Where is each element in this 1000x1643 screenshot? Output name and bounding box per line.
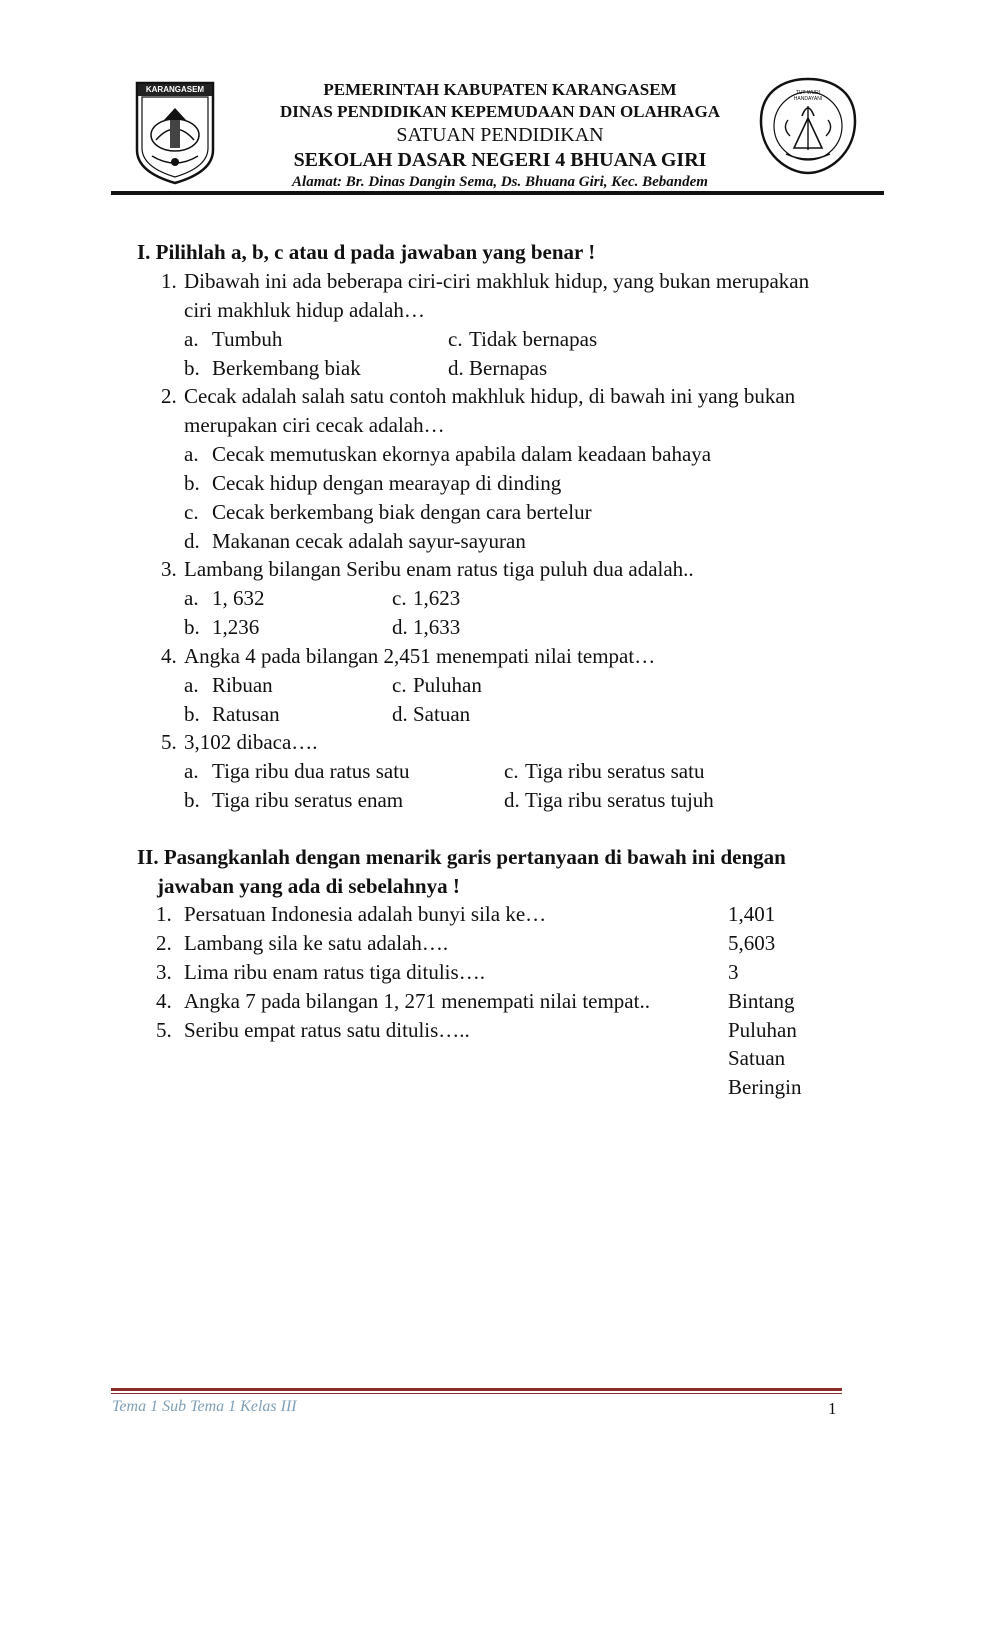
- question-number: 3.: [161, 557, 177, 581]
- option-text: 1, 632: [212, 586, 265, 610]
- header-line-2: DINAS PENDIDIKAN KEPEMUDAAN DAN OLAHRAGA: [279, 102, 721, 121]
- option-text: Tiga ribu seratus enam: [212, 788, 404, 812]
- option-text: Puluhan: [413, 673, 482, 697]
- option-text: Makanan cecak adalah sayur-sayuran: [212, 529, 526, 553]
- section-2-title-cont: jawaban yang ada di sebelahnya !: [157, 874, 460, 898]
- footer-divider-bottom: [111, 1393, 842, 1394]
- page-number: 1: [828, 1399, 837, 1418]
- option-label: d.: [448, 356, 464, 380]
- question-number: 4.: [156, 989, 172, 1013]
- question-number: 1.: [156, 902, 172, 926]
- section-2-title: II. Pasangkanlah dengan menarik garis pertanyaan di bawah ini dengan: [137, 845, 786, 869]
- option-text: Tiga ribu seratus tujuh: [525, 788, 714, 812]
- tut-wuri-handayani-logo: [758, 76, 858, 176]
- option-label: a.: [184, 327, 199, 351]
- option-text: Cecak hidup dengan mearayap di dinding: [212, 471, 562, 495]
- option-text: Ribuan: [212, 673, 273, 697]
- answer-item: 1,401: [728, 902, 776, 926]
- question-text: Angka 4 pada bilangan 2,451 menempati nilai tempat…: [184, 644, 656, 668]
- answer-item: Puluhan: [728, 1018, 797, 1042]
- option-label: a.: [184, 759, 199, 783]
- karangasem-logo-text: KARANGASEM: [145, 85, 205, 94]
- option-label: b.: [184, 356, 200, 380]
- question-text: Lambang bilangan Seribu enam ratus tiga puluh dua adalah..: [184, 557, 694, 581]
- question-number: 2.: [156, 931, 172, 955]
- option-label: c.: [392, 586, 407, 610]
- question-number: 1.: [161, 269, 177, 293]
- question-text: 3,102 dibaca….: [184, 730, 318, 754]
- option-label: b.: [184, 615, 200, 639]
- option-text: 1,623: [413, 586, 461, 610]
- question-number: 5.: [156, 1018, 172, 1042]
- question-number: 5.: [161, 730, 177, 754]
- question-text: Angka 7 pada bilangan 1, 271 menempati nilai tempat..: [184, 989, 650, 1013]
- option-text: Ratusan: [212, 702, 280, 726]
- question-text: Seribu empat ratus satu ditulis…..: [184, 1018, 470, 1042]
- option-text: Berkembang biak: [212, 356, 361, 380]
- option-label: c.: [184, 500, 199, 524]
- option-text: Tumbuh: [212, 327, 283, 351]
- section-1-title: I. Pilihlah a, b, c atau d pada jawaban yang benar !: [137, 240, 596, 264]
- option-text: Cecak berkembang biak dengan cara bertelur: [212, 500, 592, 524]
- tut-wuri-handayani-logo-text: TUT WURI HANDAYANI: [793, 90, 823, 102]
- answer-item: 3: [728, 960, 739, 984]
- option-label: b.: [184, 471, 200, 495]
- option-text: Satuan: [413, 702, 471, 726]
- school-address: Alamat: Br. Dinas Dangin Sema, Ds. Bhuana Giri, Kec. Bebandem: [292, 174, 708, 190]
- question-text: ciri makhluk hidup adalah…: [184, 298, 425, 322]
- option-label: d.: [504, 788, 520, 812]
- question-number: 3.: [156, 960, 172, 984]
- footer-divider-top: [111, 1388, 842, 1391]
- option-text: Cecak memutuskan ekornya apabila dalam keadaan bahaya: [212, 442, 712, 466]
- option-text: Bernapas: [469, 356, 548, 380]
- option-label: b.: [184, 702, 200, 726]
- option-label: d.: [184, 529, 200, 553]
- option-label: c.: [392, 673, 407, 697]
- question-text: Persatuan Indonesia adalah bunyi sila ke…: [184, 902, 547, 926]
- question-text: Lima ribu enam ratus tiga ditulis….: [184, 960, 485, 984]
- question-text: Dibawah ini ada beberapa ciri-ciri makhluk hidup, yang bukan merupakan: [184, 269, 810, 293]
- option-label: c.: [504, 759, 519, 783]
- header-line-1: PEMERINTAH KABUPATEN KARANGASEM: [323, 80, 677, 99]
- option-text: Tidak bernapas: [469, 327, 598, 351]
- header-line-3: SATUAN PENDIDIKAN: [396, 124, 604, 146]
- question-number: 4.: [161, 644, 177, 668]
- question-text: Lambang sila ke satu adalah….: [184, 931, 449, 955]
- option-label: a.: [184, 673, 199, 697]
- option-label: d.: [392, 702, 408, 726]
- option-label: a.: [184, 442, 199, 466]
- question-text: merupakan ciri cecak adalah…: [184, 413, 445, 437]
- question-text: Cecak adalah salah satu contoh makhluk hidup, di bawah ini yang bukan: [184, 384, 796, 408]
- option-label: a.: [184, 586, 199, 610]
- option-label: c.: [448, 327, 463, 351]
- option-text: Tiga ribu dua ratus satu: [212, 759, 410, 783]
- option-text: Tiga ribu seratus satu: [525, 759, 705, 783]
- option-text: 1,236: [212, 615, 260, 639]
- answer-item: Beringin: [728, 1075, 802, 1099]
- answer-item: Bintang: [728, 989, 795, 1013]
- question-number: 2.: [161, 384, 177, 408]
- school-name: SEKOLAH DASAR NEGERI 4 BHUANA GIRI: [293, 149, 707, 171]
- answer-item: 5,603: [728, 931, 776, 955]
- footer-theme-label: Tema 1 Sub Tema 1 Kelas III: [112, 1398, 297, 1415]
- answer-item: Satuan: [728, 1046, 786, 1070]
- option-text: 1,633: [413, 615, 461, 639]
- letterhead-divider: [111, 191, 884, 195]
- option-label: d.: [392, 615, 408, 639]
- option-label: b.: [184, 788, 200, 812]
